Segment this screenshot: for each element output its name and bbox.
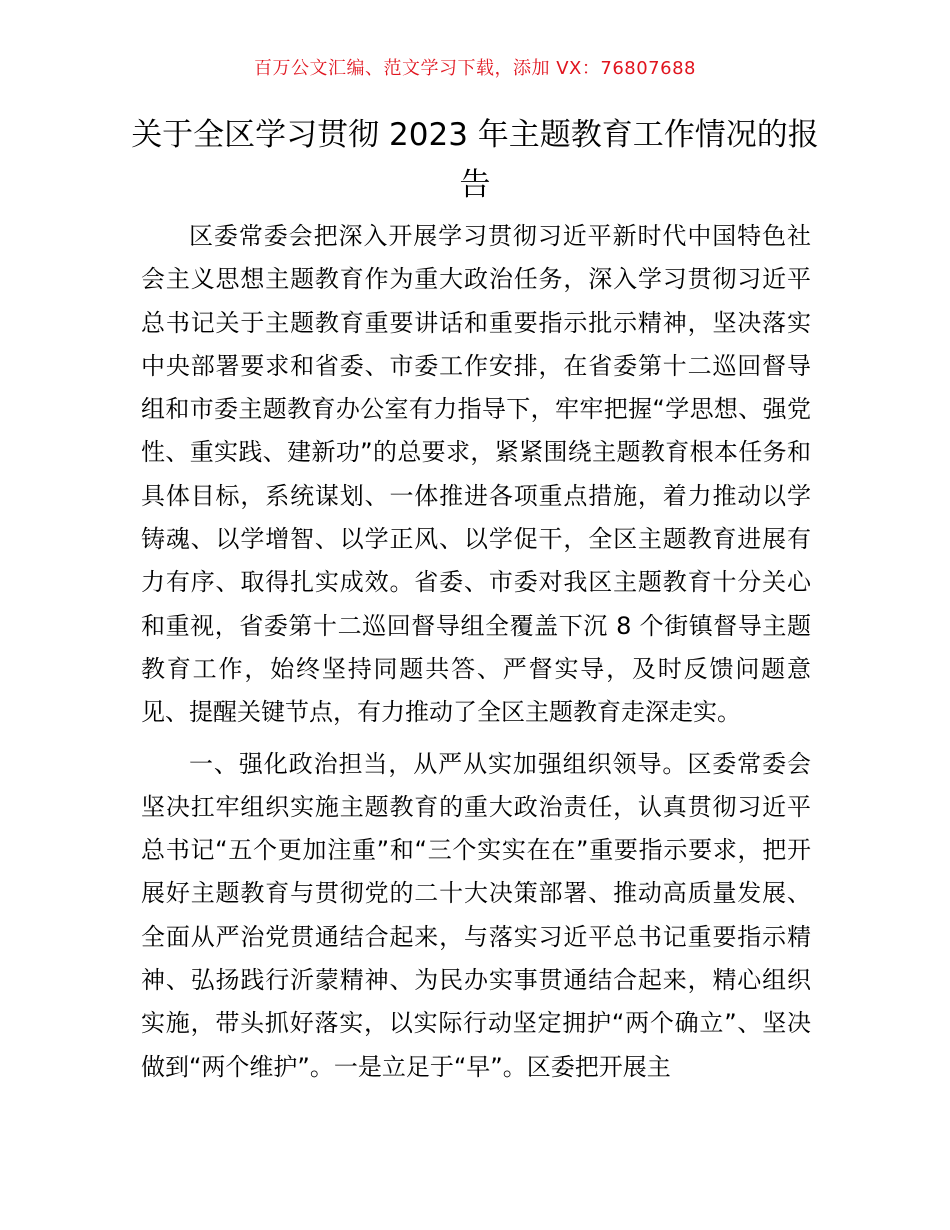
document-body	[141, 215, 811, 1089]
body-paragraph-section-one: 一、强化政治担当，从严从实加强组织领导。区委常委会坚决扛牢组织实施主题教育的重大政治责任，认真贯彻习近平总书记“五个更加注重”和“三个实实在在”重要指示要求，把开展好主题教育与贯彻党的二十大决策部署、推动高质量发展、全面从严治党贯通结合起来，与落实习近平总书记重要指示精神、弘扬践行沂蒙精神、为民办实事贯通结合起来，精心组织实施，带头抓好落实，以实际行动坚定拥护“两个确立”、坚决做到“两个维护”。一是立足于“早”。区委把开展主	[141, 749, 811, 1081]
body-paragraph-intro: 区委常委会把深入开展学习贯彻习近平新时代中国特色社会主义思想主题教育作为重大政治任务，深入学习贯彻习近平总书记关于主题教育重要讲话和重要指示批示精神，坚决落实中央部署要求和省委、市委工作安排，在省委第十二巡回督导组和市委主题教育办公室有力指导下，牢牢把握“学思想、强党性、重实践、建新功”的总要求，紧紧围绕主题教育根本任务和具体目标，系统谋划、一体推进各项重点措施，着力推动以学铸魂、以学增智、以学正风、以学促干，全区主题教育进展有力有序、取得扎实成效。省委、市委对我区主题教育十分关心和重视，省委第十二巡回督导组全覆盖下沉 8 个街镇督导主题教育工作，始终坚持同题共答、严督实导，及时反馈问题意见、提醒关键节点，有力推动了全区主题教育走深走实。	[141, 222, 811, 727]
document-title: 关于全区学习贯彻 2023 年主题教育工作情况的报告	[131, 117, 819, 203]
watermark-header: 百万公文汇编、范文学习下载，添加 VX：76807688	[254, 58, 696, 79]
